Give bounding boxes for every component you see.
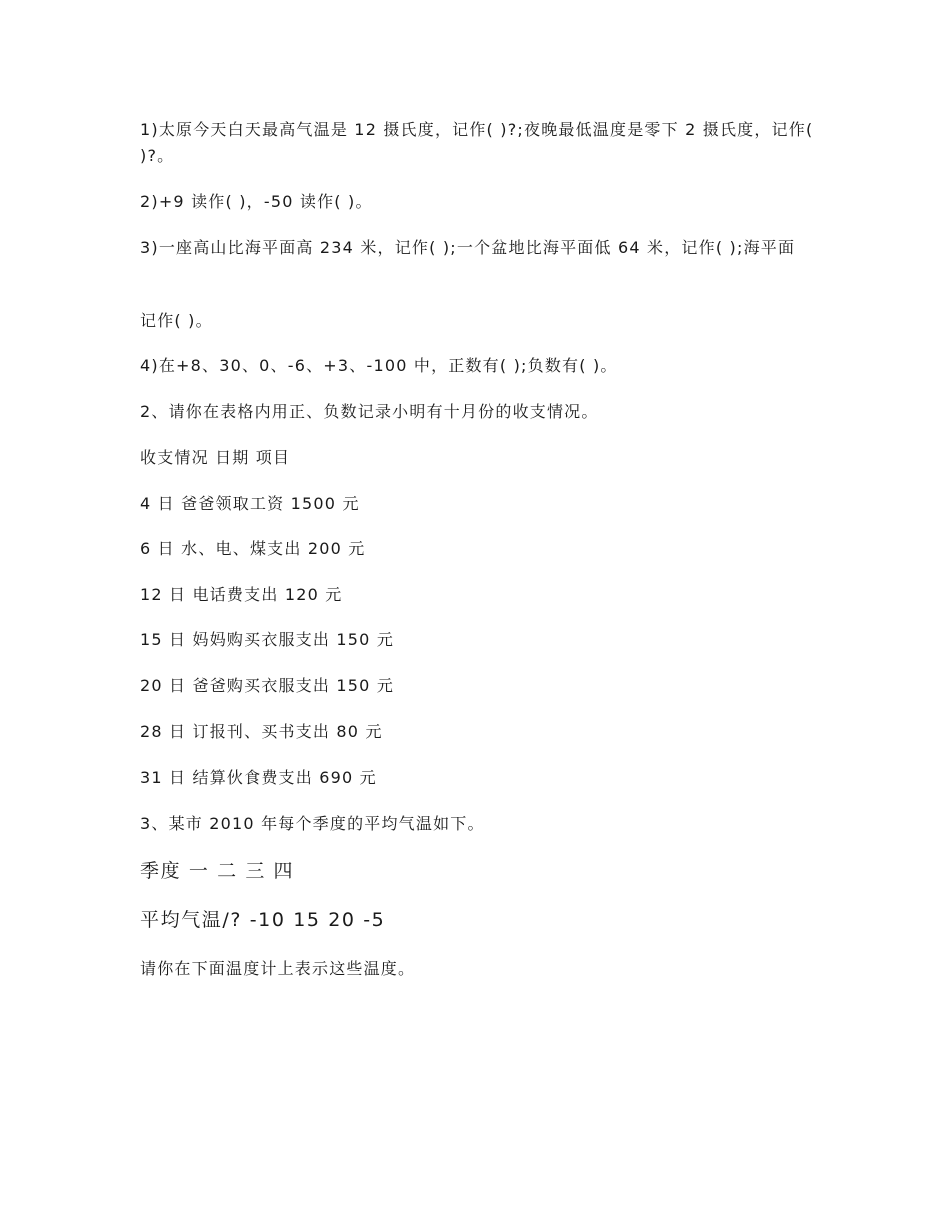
avg-temperature-row: 平均气温/? -10 15 20 -5 bbox=[140, 909, 386, 931]
record-row: 4 日 爸爸领取工资 1500 元 bbox=[140, 494, 360, 513]
record-row: 12 日 电话费支出 120 元 bbox=[140, 585, 343, 604]
question-1-2: 2)+9 读作( )，-50 读作( )。 bbox=[140, 192, 373, 211]
record-row: 6 日 水、电、煤支出 200 元 bbox=[140, 539, 366, 558]
record-row: 31 日 结算伙食费支出 690 元 bbox=[140, 768, 377, 787]
question-1-4: 4)在+8、30、0、-6、+3、-100 中，正数有( );负数有( )。 bbox=[140, 356, 618, 375]
question-3-heading: 3、某市 2010 年每个季度的平均气温如下。 bbox=[140, 814, 485, 833]
question-1-3: 3)一座高山比海平面高 234 米，记作( );一个盆地比海平面低 64 米，记作( );海平面 bbox=[140, 238, 796, 257]
question-1-3-continued: 记作( )。 bbox=[140, 311, 213, 330]
record-row: 20 日 爸爸购买衣服支出 150 元 bbox=[140, 676, 395, 695]
table-header-row: 收支情况 日期 项目 bbox=[140, 448, 291, 467]
record-row: 15 日 妈妈购买衣服支出 150 元 bbox=[140, 630, 395, 649]
season-row: 季度 一 二 三 四 bbox=[140, 860, 295, 882]
question-3-instruction: 请你在下面温度计上表示这些温度。 bbox=[140, 959, 416, 978]
record-row: 28 日 订报刊、买书支出 80 元 bbox=[140, 722, 383, 741]
question-1-1: 1)太原今天白天最高气温是 12 摄氏度，记作( )?;夜晚最低温度是零下 2 摄氏度，记作( )?。 bbox=[140, 120, 814, 165]
question-2-heading: 2、请你在表格内用正、负数记录小明有十月份的收支情况。 bbox=[140, 402, 599, 421]
